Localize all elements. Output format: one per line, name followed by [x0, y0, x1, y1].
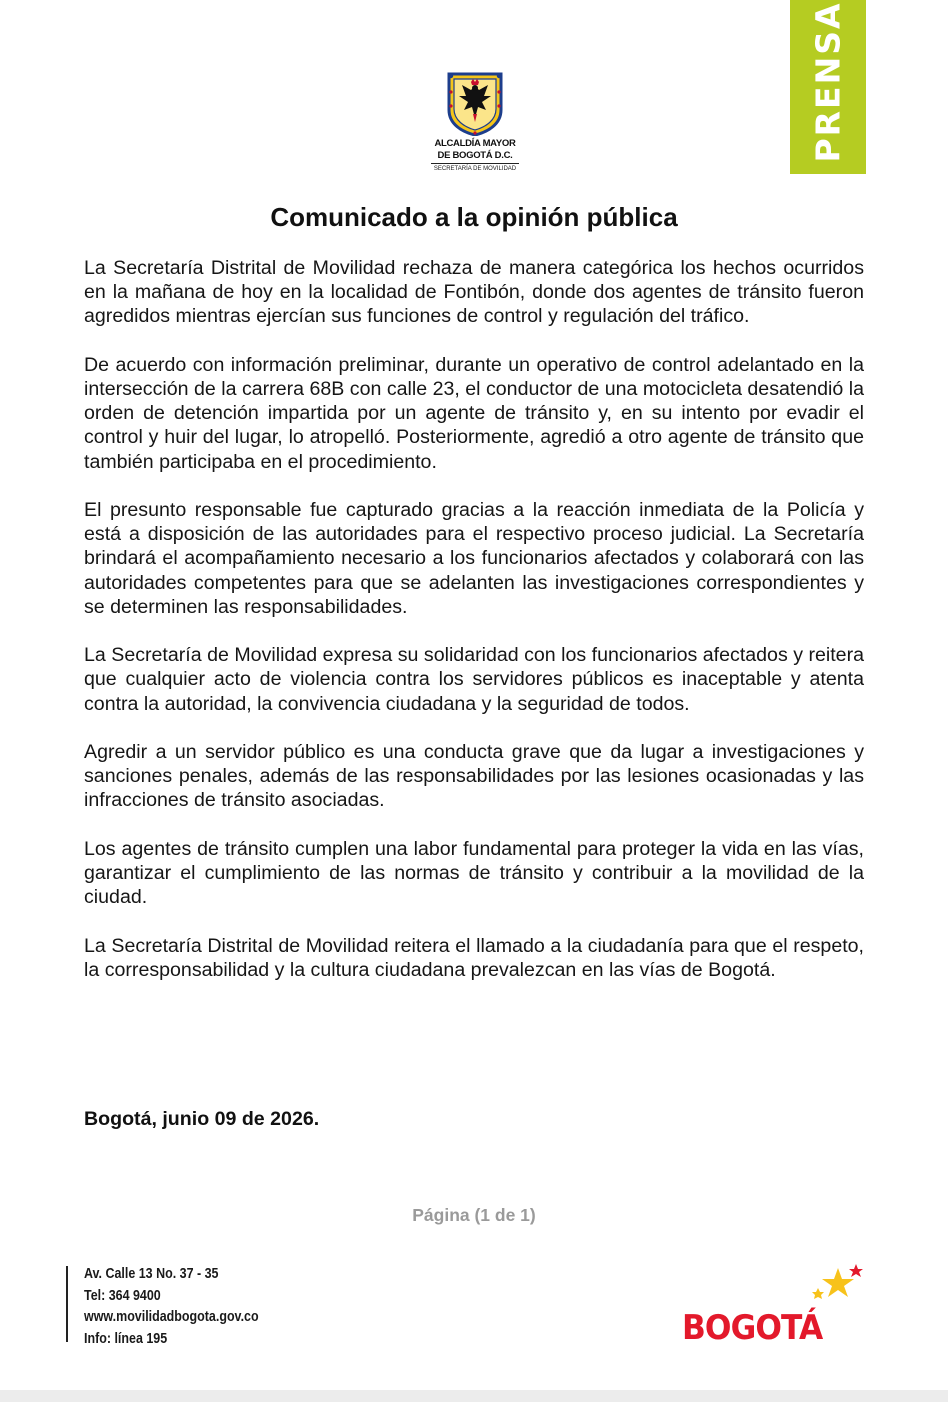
coat-of-arms-icon — [444, 70, 506, 136]
bogota-wordmark: BOGOTÁ — [682, 1308, 823, 1348]
footer-info: Info: línea 195 — [84, 1330, 168, 1347]
paragraph: Los agentes de tránsito cumplen una labor fundamental para proteger la vida en las vías, garantizar el cumplimiento de las normas de tránsito y contribuir a la movilidad de la ciudad. — [84, 837, 864, 909]
footer-address: Av. Calle 13 No. 37 - 35 — [84, 1266, 219, 1282]
prensa-label: PRENSA — [808, 1, 848, 163]
footer-divider — [66, 1266, 68, 1342]
date-line: Bogotá, junio 09 de 2026. — [84, 1108, 320, 1130]
bogota-brand-logo — [680, 1262, 870, 1358]
logo-line-3: SECRETARÍA DE MOVILIDAD — [433, 166, 517, 172]
logo-divider — [431, 163, 519, 164]
bottom-strip — [0, 1390, 948, 1402]
page-indicator: Página (1 de 1) — [412, 1205, 536, 1225]
paragraph: El presunto responsable fue capturado gracias a la reacción inmediata de la Policía y está a disposición de las autoridades para el respectivo proceso judicial. La Secretaría brindará el acompañamiento necesario a los funcionarios afectados y colaborará con las autoridades competentes para que se adelanten las investigaciones correspondientes y se determinen las responsabilidades. — [84, 499, 864, 618]
footer-contact — [84, 1264, 259, 1350]
paragraph: De acuerdo con información preliminar, durante un operativo de control adelantado en la intersección de la carrera 68B con calle 23, el conductor de una motocicleta desatendió la orden de detención impartida por un agente de tránsito y, en su intento por evadir el control y huir del lugar, lo atropelló. Posteriormente, agredió a otro agente de tránsito que también participaba en el procedimiento. — [84, 353, 864, 473]
document-title: Comunicado a la opinión pública — [270, 202, 678, 232]
logo-line-1: ALCALDÍA MAYOR — [434, 138, 516, 149]
footer-website-link[interactable]: www.movilidadbogota.gov.co — [84, 1309, 259, 1325]
alcaldia-logo — [425, 70, 525, 180]
prensa-tab — [790, 0, 866, 174]
paragraph: La Secretaría Distrital de Movilidad rechaza de manera categórica los hechos ocurridos en la mañana de hoy en la localidad de Fontibón, donde dos agentes de tránsito fueron agredidos mientras ejercían sus funciones de control y regulación del tráfico. — [84, 257, 864, 328]
stars-icon — [808, 1262, 868, 1312]
document-body — [84, 256, 864, 1006]
paragraph: La Secretaría de Movilidad expresa su solidaridad con los funcionarios afectados y reitera que cualquier acto de violencia contra los servidores públicos es inaceptable y atenta contra la autoridad, la convivencia ciudadana y la seguridad de todos. — [84, 644, 864, 715]
footer-phone: Tel: 364 9400 — [84, 1287, 161, 1304]
paragraph: La Secretaría Distrital de Movilidad reitera el llamado a la ciudadanía para que el respeto, la corresponsabilidad y la cultura ciudadana prevalezcan en las vías de Bogotá. — [84, 934, 864, 981]
logo-line-2: DE BOGOTÁ D.C. — [437, 150, 513, 161]
paragraph: Agredir a un servidor público es una conducta grave que da lugar a investigaciones y sanciones penales, además de las responsabilidades por las lesiones ocasionadas y las infracciones de tránsito asociadas. — [84, 741, 864, 812]
